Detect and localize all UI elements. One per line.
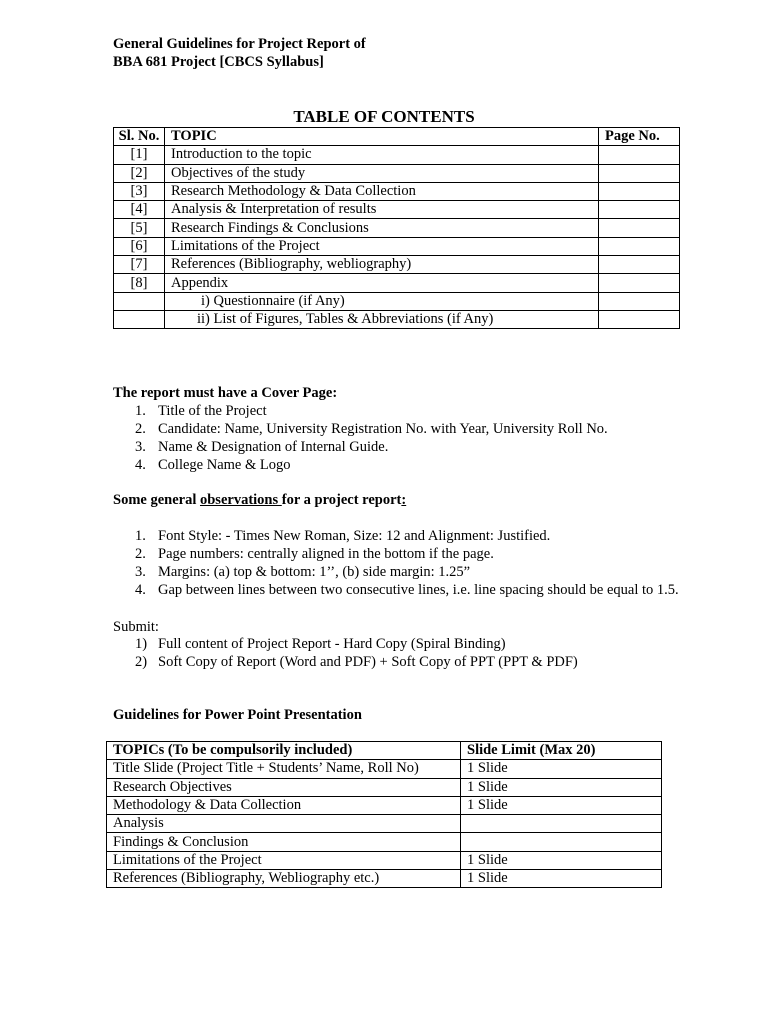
table-row: [107, 815, 662, 833]
cover-page-heading: The report must have a Cover Page:: [113, 385, 338, 401]
toc-col-page: Page No.: [599, 128, 680, 146]
table-row: [114, 201, 680, 219]
ppt-topic: Limitations of the Project: [107, 851, 461, 869]
list-item: [113, 581, 763, 599]
toc-topic: Research Findings & Conclusions: [165, 219, 599, 237]
cover-page-list: [113, 402, 753, 474]
toc-col-topic: TOPIC: [165, 128, 599, 146]
table-row: [114, 219, 680, 237]
toc-page: [599, 237, 680, 255]
ppt-limit: 1 Slide: [461, 870, 662, 888]
ppt-topic: Findings & Conclusion: [107, 833, 461, 851]
list-text: College Name & Logo: [158, 457, 291, 473]
ppt-table: [106, 741, 662, 888]
toc-slno: [4]: [114, 201, 165, 219]
list-item: [113, 653, 753, 671]
list-text: Font Style: - Times New Roman, Size: 12 and Alignment: Justified.: [158, 528, 551, 544]
list-text: Page numbers: centrally aligned in the bottom if the page.: [158, 546, 494, 562]
observations-heading-post: for a project report: [281, 492, 402, 508]
observations-heading-underlined: observations: [199, 492, 282, 508]
toc-slno: [7]: [114, 256, 165, 274]
toc-page: [599, 219, 680, 237]
ppt-col-topics: TOPICs (To be compulsorily included): [107, 742, 461, 760]
table-row: [114, 237, 680, 255]
list-item: [113, 402, 753, 420]
toc-page: [599, 201, 680, 219]
observations-heading-colon: :: [401, 492, 407, 508]
list-item: [113, 527, 763, 545]
ppt-limit: [461, 815, 662, 833]
ppt-limit: 1 Slide: [461, 796, 662, 814]
toc-slno: [3]: [114, 182, 165, 200]
table-row: [107, 796, 662, 814]
header-line-1: General Guidelines for Project Report of: [113, 36, 366, 52]
ppt-topic: References (Bibliography, Webliography etc.): [107, 870, 461, 888]
toc-slno: [2]: [114, 164, 165, 182]
toc-topic: Introduction to the topic: [165, 146, 599, 164]
table-row: [107, 851, 662, 869]
toc-page: [599, 146, 680, 164]
observations-heading-pre: Some general: [113, 492, 200, 508]
toc-page: [599, 164, 680, 182]
ppt-topic: Analysis: [107, 815, 461, 833]
ppt-limit: 1 Slide: [461, 851, 662, 869]
table-row: [114, 292, 680, 310]
list-item: [113, 438, 753, 456]
toc-page: [599, 274, 680, 292]
toc-page: [599, 310, 680, 328]
toc-slno: [114, 292, 165, 310]
table-row: [107, 760, 662, 778]
toc-table: [113, 127, 680, 329]
toc-topic: Objectives of the study: [165, 164, 599, 182]
list-number: 1.: [135, 403, 146, 419]
table-row: [107, 870, 662, 888]
ppt-limit: 1 Slide: [461, 778, 662, 796]
list-number: 2): [135, 654, 148, 670]
observations-heading: [113, 491, 406, 509]
toc-page: [599, 256, 680, 274]
list-item: [113, 545, 763, 563]
list-number: 4.: [135, 582, 146, 598]
toc-page: [599, 182, 680, 200]
list-number: 4.: [135, 457, 146, 473]
toc-col-slno: Sl. No.: [114, 128, 165, 146]
ppt-col-slide-limit: Slide Limit (Max 20): [461, 742, 662, 760]
toc-topic: Limitations of the Project: [165, 237, 599, 255]
list-text: Full content of Project Report - Hard Copy (Spiral Binding): [158, 636, 506, 652]
toc-slno: [5]: [114, 219, 165, 237]
ppt-limit: 1 Slide: [461, 760, 662, 778]
table-row: [114, 182, 680, 200]
table-row: [107, 778, 662, 796]
list-item: [113, 635, 753, 653]
list-item: [113, 563, 763, 581]
ppt-header-row: [107, 742, 662, 760]
list-item: [113, 420, 753, 438]
toc-title: TABLE OF CONTENTS: [293, 107, 475, 126]
ppt-topic: Methodology & Data Collection: [107, 796, 461, 814]
list-text: Title of the Project: [158, 403, 267, 419]
toc-topic: References (Bibliography, webliography): [165, 256, 599, 274]
list-text: Name & Designation of Internal Guide.: [158, 439, 389, 455]
toc-topic: ii) List of Figures, Tables & Abbreviations (if Any): [165, 310, 599, 328]
ppt-limit: [461, 833, 662, 851]
list-text: Candidate: Name, University Registration No. with Year, University Roll No.: [158, 421, 608, 437]
toc-page: [599, 292, 680, 310]
document-header: [113, 35, 366, 71]
submit-list: [113, 635, 753, 671]
toc-header-row: [114, 128, 680, 146]
toc-topic: Research Methodology & Data Collection: [165, 182, 599, 200]
observations-list: [113, 527, 763, 599]
list-item: [113, 456, 753, 474]
toc-slno: [8]: [114, 274, 165, 292]
toc-slno: [6]: [114, 237, 165, 255]
list-text: Gap between lines between two consecutive lines, i.e. line spacing should be equal to 1.5.: [158, 582, 679, 598]
list-text: Margins: (a) top & bottom: 1’’, (b) side margin: 1.25”: [158, 564, 471, 580]
list-number: 3.: [135, 439, 146, 455]
header-line-2: BBA 681 Project [CBCS Syllabus]: [113, 54, 324, 70]
list-number: 1): [135, 636, 148, 652]
table-row: [114, 146, 680, 164]
toc-topic: Analysis & Interpretation of results: [165, 201, 599, 219]
table-row: [114, 310, 680, 328]
toc-slno: [114, 310, 165, 328]
table-row: [114, 256, 680, 274]
table-row: [114, 164, 680, 182]
table-row: [107, 833, 662, 851]
ppt-topic: Research Objectives: [107, 778, 461, 796]
toc-topic: Appendix: [165, 274, 599, 292]
toc-slno: [1]: [114, 146, 165, 164]
ppt-heading: Guidelines for Power Point Presentation: [113, 707, 362, 723]
ppt-topic: Title Slide (Project Title + Students’ Name, Roll No): [107, 760, 461, 778]
list-number: 2.: [135, 546, 146, 562]
toc-topic: i) Questionnaire (if Any): [165, 292, 599, 310]
list-number: 2.: [135, 421, 146, 437]
list-number: 3.: [135, 564, 146, 580]
list-text: Soft Copy of Report (Word and PDF) + Soft Copy of PPT (PPT & PDF): [158, 654, 578, 670]
table-row: [114, 274, 680, 292]
submit-heading: Submit:: [113, 619, 159, 635]
list-number: 1.: [135, 528, 146, 544]
